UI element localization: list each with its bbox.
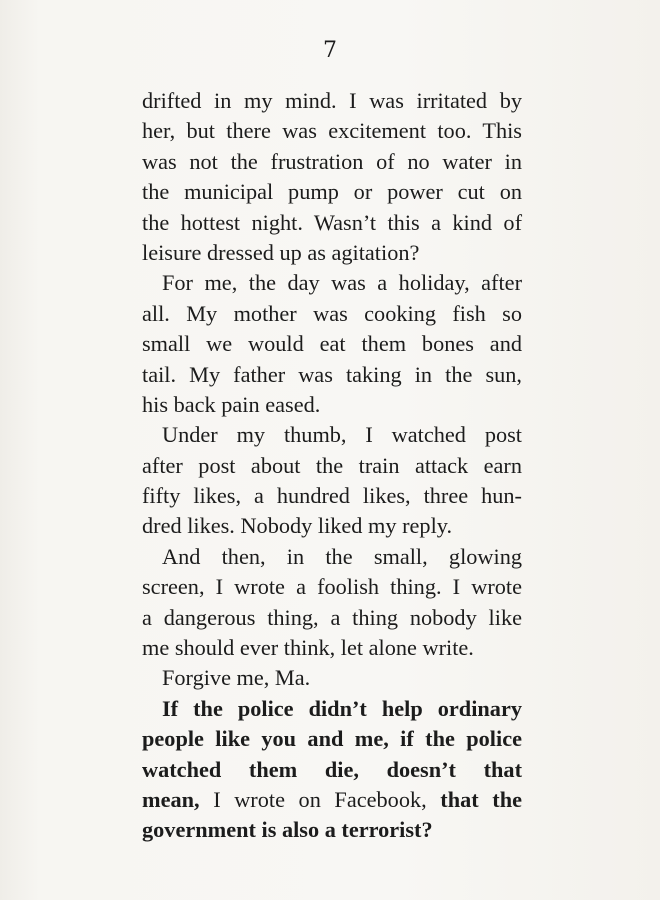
text-line: Forgive me, Ma. [162,665,311,691]
text-line: tail. My father was taking in the sun, [142,361,522,387]
bold-fragment: that the [440,786,523,812]
text-line: his back pain eased. [142,391,321,417]
paragraph-3 [142,420,522,542]
text-line: For me, the day was a holiday, after [162,270,522,296]
text-line: government is also a terrorist? [142,817,433,843]
text-line: people like you and me, if the police [142,726,522,752]
text-line: small we would eat them bones and [142,331,522,357]
text-line: If the police didn’t help ordinary [162,695,522,721]
page-number: 7 [323,38,337,63]
text-line: And then, in the small, glowing [162,543,522,569]
text-line: drifted in my mind. I was irritated by [142,88,522,113]
text-line: dred likes. Nobody liked my reply. [142,513,453,539]
text-line-mixed [142,785,522,815]
text-line: the municipal pump or power cut on [142,179,522,205]
paragraph-5 [142,663,522,693]
paragraph-1 [142,86,522,268]
paragraph-2 [142,268,522,420]
text-line: a dangerous thing, a thing nobody like [142,604,522,630]
text-line: screen, I wrote a foolish thing. I wrote [142,574,522,600]
body-text [142,86,522,846]
text-line: all. My mother was cooking fish so [142,300,522,326]
paragraph-6 [142,694,522,846]
bold-fragment: mean, [142,786,200,812]
text-line: Under my thumb, I watched post [162,422,522,448]
text-line: watched them die, doesn’t that [142,756,522,782]
text-line: her, but there was excitement too. This [142,118,522,144]
text-line: fifty likes, a hundred likes, three hun- [142,483,522,509]
text-line: after post about the train attack earn [142,452,522,478]
regular-fragment: I wrote on Facebook, [213,786,427,812]
text-line: leisure dressed up as agitation? [142,239,420,265]
text-line: me should ever think, let alone write. [142,635,474,661]
paragraph-4 [142,542,522,664]
text-line: the hottest night. Wasn’t this a kind of [142,209,522,235]
text-line: was not the frustration of no water in [142,148,522,174]
